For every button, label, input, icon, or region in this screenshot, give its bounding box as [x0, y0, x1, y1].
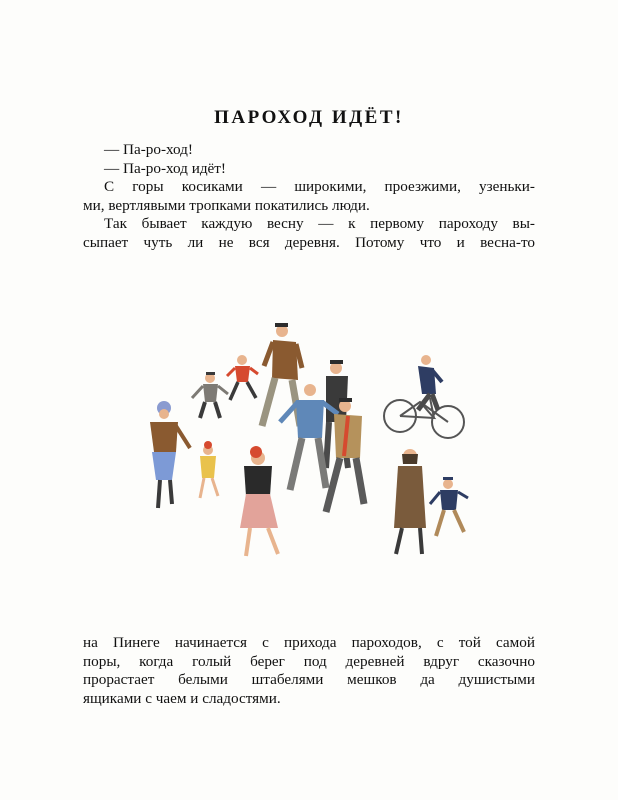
text-line: Так бывает каждую весну — к первому пароходу вы-	[104, 215, 535, 233]
figure-man-brown	[262, 323, 302, 426]
villagers-illustration	[130, 318, 490, 568]
figure-boy-grey	[192, 372, 228, 418]
figure-woman-right	[394, 449, 426, 554]
figure-girl-yellow	[200, 441, 218, 498]
figure-woman-left	[150, 401, 190, 508]
text-line: сыпает чуть ли не вся деревня. Потому что и весна-то	[83, 233, 535, 251]
dialogue-line: — Па-ро-ход идёт!	[104, 159, 226, 177]
text-line: С горы косиками — широкими, проезжими, узеньки-	[104, 178, 535, 196]
figure-girl-skirt	[240, 446, 278, 556]
text-line: ящиками с чаем и сладостями.	[83, 689, 281, 707]
chapter-title: ПАРОХОД ИДЁТ!	[214, 106, 404, 128]
dialogue-line: — Па-ро-ход!	[104, 141, 193, 158]
text-line: на Пинеге начинается с прихода пароходов, с той самой	[83, 634, 535, 651]
text-line: поры, когда голый берег под деревней вдруг сказочно	[83, 652, 535, 670]
text-line: прорастает белыми штабелями мешков да душистыми	[83, 671, 535, 689]
figure-boy-right	[430, 477, 468, 536]
figure-kid-red	[227, 355, 258, 400]
opening-text	[83, 141, 535, 253]
closing-text	[83, 634, 535, 708]
figure-cyclist	[384, 355, 464, 438]
text-line: ми, вертлявыми тропками покатились люди.	[83, 196, 370, 214]
